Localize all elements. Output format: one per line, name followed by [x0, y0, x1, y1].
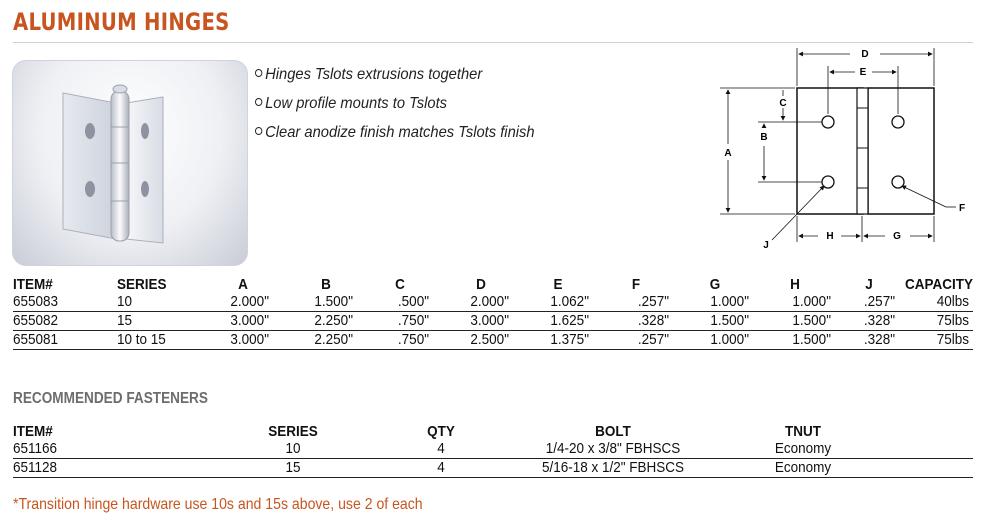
bullet-icon	[255, 98, 262, 106]
cell-tnut: Economy	[774, 440, 832, 457]
dimension-diagram	[700, 40, 980, 265]
cell-d: 2.000"	[470, 293, 509, 310]
cell-capacity: 40lbs	[936, 293, 969, 310]
header-d: D	[476, 276, 486, 293]
cell-c: .500"	[397, 293, 429, 310]
cell-series: 10	[285, 440, 301, 457]
cell-tnut: Economy	[774, 459, 832, 476]
cell-series: 15	[285, 459, 301, 476]
cell-e: 1.625"	[550, 312, 589, 329]
table-row	[13, 440, 973, 459]
bullet-icon	[255, 127, 262, 135]
feature-item: Clear anodize finish matches Tslots finish	[255, 122, 535, 151]
label-e: E	[859, 67, 867, 78]
cell-h: 1.500"	[792, 331, 831, 348]
cell-item: 651128	[13, 459, 58, 476]
header-series: SERIES	[117, 276, 167, 293]
cell-b: 2.250"	[314, 312, 353, 329]
header-series: SERIES	[268, 423, 318, 440]
feature-list	[255, 64, 559, 151]
header-capacity: CAPACITY	[904, 276, 973, 293]
cell-item: 655083	[13, 293, 59, 310]
cell-qty: 4	[437, 459, 445, 476]
feature-item: Low profile mounts to Tslots	[255, 93, 535, 122]
hinge-left-leaf	[797, 88, 863, 214]
table-row	[13, 459, 973, 478]
cell-g: 1.000"	[710, 331, 749, 348]
table-header-row	[13, 424, 973, 440]
cell-capacity: 75lbs	[936, 312, 969, 329]
cell-j: .328"	[863, 331, 895, 348]
cell-d: 2.500"	[470, 331, 509, 348]
label-c: C	[779, 98, 787, 109]
cell-b: 2.250"	[314, 331, 353, 348]
cell-a: 2.000"	[230, 293, 269, 310]
cell-bolt: 1/4-20 x 3/8" FBHSCS	[545, 440, 681, 457]
cell-series: 10	[117, 293, 133, 310]
cell-d: 3.000"	[470, 312, 509, 329]
cell-j: .257"	[863, 293, 895, 310]
table-row	[13, 312, 973, 331]
hinge-illustration	[13, 61, 247, 265]
header-h: H	[790, 276, 800, 293]
bullet-icon	[255, 69, 262, 77]
cell-f: .257"	[637, 293, 669, 310]
cell-e: 1.375"	[550, 331, 589, 348]
header-bolt: BOLT	[595, 423, 631, 440]
header-e: E	[553, 276, 563, 293]
hinge-photo	[12, 60, 248, 266]
cell-qty: 4	[437, 440, 445, 457]
cell-series: 15	[117, 312, 133, 329]
label-h: H	[826, 231, 834, 242]
cell-f: .257"	[637, 331, 669, 348]
hinge-right-leaf	[868, 88, 934, 214]
cell-e: 1.062"	[550, 293, 589, 310]
cell-g: 1.500"	[710, 312, 749, 329]
cell-item: 651166	[13, 440, 58, 457]
cell-g: 1.000"	[710, 293, 749, 310]
cell-h: 1.000"	[792, 293, 831, 310]
cell-h: 1.500"	[792, 312, 831, 329]
cell-f: .328"	[637, 312, 669, 329]
page-title: ALUMINUM HINGES	[13, 8, 230, 36]
cell-item: 655082	[13, 312, 59, 329]
cell-series: 10 to 15	[117, 331, 166, 348]
label-g: G	[893, 231, 901, 242]
fasteners-title: RECOMMENDED FASTENERS	[13, 390, 208, 407]
cell-j: .328"	[863, 312, 895, 329]
table-header-row	[13, 277, 973, 293]
cell-a: 3.000"	[230, 312, 269, 329]
header-j: J	[865, 276, 873, 293]
header-tnut: TNUT	[785, 423, 821, 440]
header-qty: QTY	[427, 423, 455, 440]
cell-b: 1.500"	[314, 293, 353, 310]
label-b: B	[760, 132, 768, 143]
header-c: C	[395, 276, 405, 293]
cell-bolt: 5/16-18 x 1/2" FBHSCS	[541, 459, 685, 476]
label-f: F	[958, 203, 966, 214]
header-item: ITEM#	[13, 423, 53, 440]
cell-c: .750"	[397, 331, 429, 348]
cell-a: 3.000"	[230, 331, 269, 348]
fasteners-table	[13, 424, 973, 478]
table-row	[13, 293, 973, 312]
feature-item: Hinges Tslots extrusions together	[255, 64, 535, 93]
label-a: A	[724, 148, 732, 159]
header-f: F	[631, 276, 641, 293]
label-d: D	[861, 49, 869, 60]
cell-item: 655081	[13, 331, 59, 348]
cell-c: .750"	[397, 312, 429, 329]
header-g: G	[709, 276, 721, 293]
table-row	[13, 331, 973, 350]
header-item: ITEM#	[13, 276, 53, 293]
header-a: A	[238, 276, 248, 293]
header-b: B	[321, 276, 331, 293]
footnote: *Transition hinge hardware use 10s and 15s above, use 2 of each	[13, 496, 423, 513]
label-j: J	[763, 240, 769, 251]
cell-capacity: 75lbs	[936, 331, 969, 348]
hinge-spec-table	[13, 277, 973, 350]
